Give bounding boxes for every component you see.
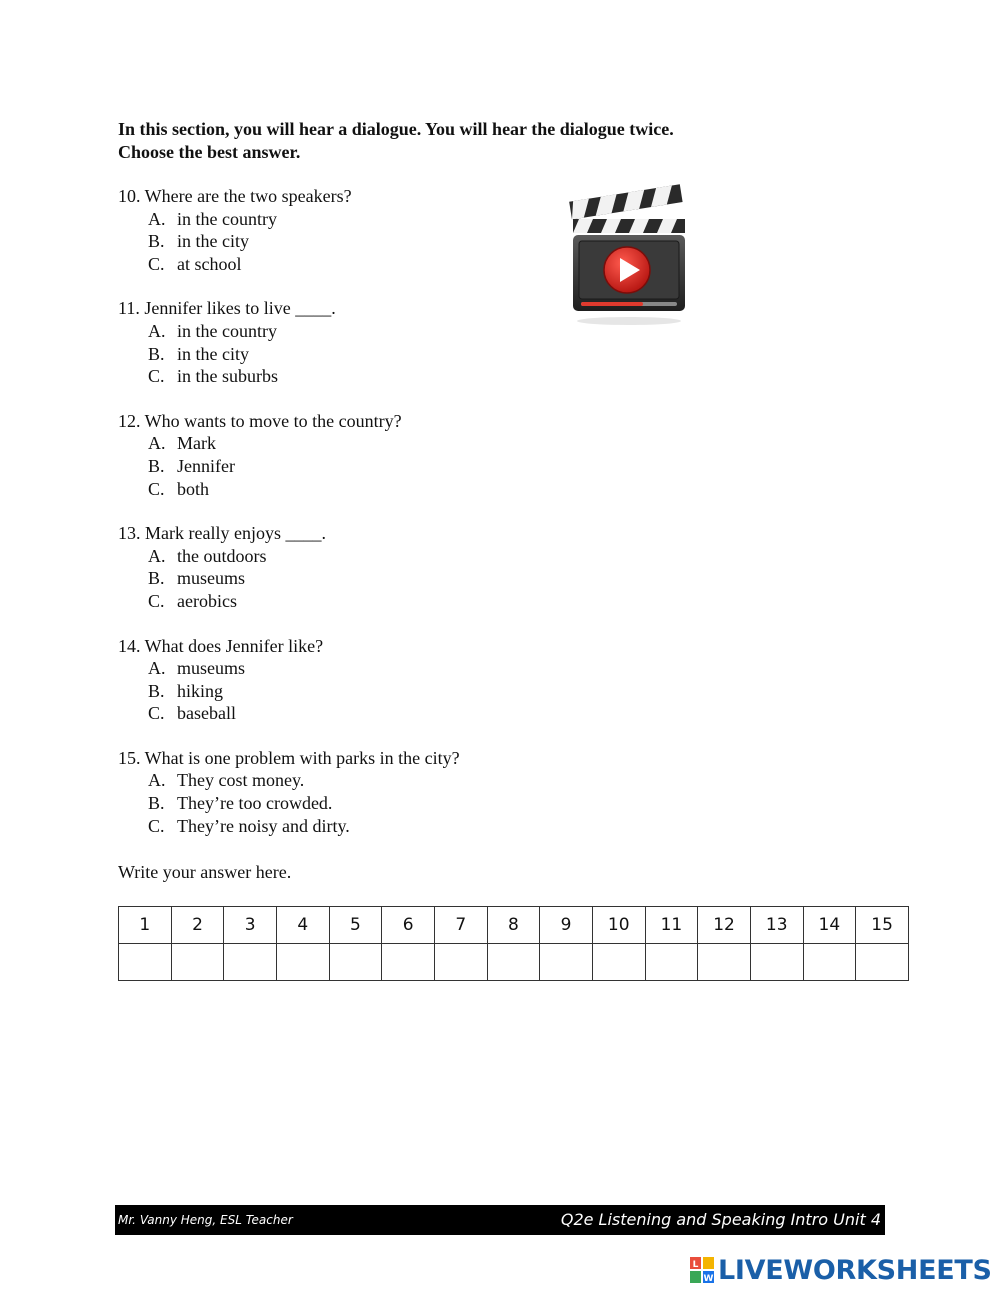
answer-option [118, 455, 568, 478]
option-letter: A. [148, 208, 166, 229]
logo-icon-letter-2: W [703, 1274, 714, 1283]
option-letter: B. [148, 680, 165, 701]
option-letter: C. [148, 253, 165, 274]
answer-table [118, 906, 909, 981]
answer-input-8[interactable] [488, 944, 540, 980]
answer-header-14: 14 [803, 907, 856, 944]
question-14 [118, 635, 568, 725]
answer-cell [382, 944, 435, 981]
instructions-line-1: In this section, you will hear a dialogue. You will hear the dialogue twice. [118, 119, 674, 139]
question-15 [118, 747, 568, 837]
answer-input-14[interactable] [804, 944, 856, 980]
option-text: baseball [177, 703, 236, 724]
answer-cell [329, 944, 382, 981]
answer-header-12: 12 [698, 907, 751, 944]
option-text: They’re too crowded. [177, 793, 333, 814]
answer-table-input-row [119, 944, 909, 981]
option-text: aerobics [177, 590, 237, 611]
answer-option [118, 432, 568, 455]
answer-option [118, 792, 568, 815]
footer-bar [115, 1205, 885, 1235]
answer-cell [276, 944, 329, 981]
question-10 [118, 185, 568, 275]
logo-icon-letter-1: L [692, 1260, 699, 1270]
answer-cell [856, 944, 909, 981]
answer-cell [750, 944, 803, 981]
answer-header-7: 7 [434, 907, 487, 944]
answer-header-9: 9 [540, 907, 593, 944]
answer-input-10[interactable] [593, 944, 645, 980]
answer-option [118, 343, 568, 366]
answer-input-2[interactable] [172, 944, 224, 980]
answer-input-11[interactable] [646, 944, 698, 980]
option-text: hiking [177, 680, 224, 701]
answer-option [118, 590, 568, 613]
answer-input-5[interactable] [330, 944, 382, 980]
answer-cell [592, 944, 645, 981]
answer-option [118, 567, 568, 590]
answer-option [118, 657, 568, 680]
answer-option [118, 230, 568, 253]
answer-cell [434, 944, 487, 981]
answer-option [118, 253, 568, 276]
option-letter: B. [148, 568, 165, 589]
answer-option [118, 545, 568, 568]
answer-header-1: 1 [119, 907, 172, 944]
answer-option [118, 365, 568, 388]
option-text: museums [177, 568, 246, 589]
option-letter: B. [148, 793, 165, 814]
answer-option [118, 815, 568, 838]
answer-header-6: 6 [382, 907, 435, 944]
answer-header-8: 8 [487, 907, 540, 944]
question-text: 12. Who wants to move to the country? [118, 410, 402, 431]
option-text: in the country [177, 320, 277, 341]
answer-header-13: 13 [750, 907, 803, 944]
answer-option [118, 769, 568, 792]
option-text: Mark [177, 433, 216, 454]
question-12 [118, 410, 568, 500]
option-letter: A. [148, 320, 166, 341]
option-letter: C. [148, 478, 165, 499]
option-text: They’re noisy and dirty. [177, 815, 350, 836]
question-text: 15. What is one problem with parks in the city? [118, 747, 460, 768]
question-text: 13. Mark really enjoys ____. [118, 523, 326, 544]
option-text: at school [177, 253, 242, 274]
answer-input-9[interactable] [540, 944, 592, 980]
answer-input-4[interactable] [277, 944, 329, 980]
answer-cell [698, 944, 751, 981]
question-text: 14. What does Jennifer like? [118, 635, 324, 656]
answer-option [118, 702, 568, 725]
answer-cell [171, 944, 224, 981]
answer-input-12[interactable] [698, 944, 750, 980]
answer-input-1[interactable] [119, 944, 171, 980]
answer-header-5: 5 [329, 907, 382, 944]
instructions-line-2: Choose the best answer. [118, 142, 301, 162]
answer-input-6[interactable] [382, 944, 434, 980]
option-text: in the city [177, 343, 249, 364]
answer-cell [487, 944, 540, 981]
option-letter: C. [148, 815, 165, 836]
answer-cell [540, 944, 593, 981]
answer-cell [803, 944, 856, 981]
answer-table-header-row [119, 907, 909, 944]
instructions [118, 118, 674, 164]
answer-header-2: 2 [171, 907, 224, 944]
answer-option [118, 478, 568, 501]
option-text: museums [177, 658, 246, 679]
answer-input-13[interactable] [751, 944, 803, 980]
footer-author: Mr. Vanny Heng, ESL Teacher [118, 1213, 293, 1227]
option-letter: B. [148, 231, 165, 252]
answer-cell [119, 944, 172, 981]
answer-option [118, 320, 568, 343]
option-text: Jennifer [177, 455, 235, 476]
option-letter: C. [148, 366, 165, 387]
answer-header-3: 3 [224, 907, 277, 944]
answer-header-15: 15 [856, 907, 909, 944]
option-text: They cost money. [177, 770, 305, 791]
answer-header-4: 4 [276, 907, 329, 944]
option-letter: B. [148, 343, 165, 364]
answer-cell [645, 944, 698, 981]
footer-course: Q2e Listening and Speaking Intro Unit 4 [560, 1210, 881, 1229]
option-letter: A. [148, 545, 166, 566]
option-text: the outdoors [177, 545, 267, 566]
question-13 [118, 522, 568, 612]
answer-input-3[interactable] [224, 944, 276, 980]
option-letter: A. [148, 658, 166, 679]
answer-header-11: 11 [645, 907, 698, 944]
liveworksheets-logo-icon [690, 1257, 714, 1283]
option-text: in the city [177, 231, 249, 252]
answer-input-15[interactable] [856, 944, 908, 980]
option-letter: C. [148, 703, 165, 724]
option-letter: A. [148, 433, 166, 454]
question-list [118, 185, 568, 859]
liveworksheets-logo [690, 1254, 992, 1286]
answer-option [118, 680, 568, 703]
liveworksheets-logo-text: LIVEWORKSHEETS [718, 1254, 992, 1286]
option-text: in the suburbs [177, 366, 278, 387]
option-text: in the country [177, 208, 277, 229]
option-letter: B. [148, 455, 165, 476]
answer-option [118, 208, 568, 231]
answer-header-10: 10 [592, 907, 645, 944]
video-clapperboard-play-icon[interactable] [565, 183, 691, 331]
option-letter: A. [148, 770, 166, 791]
answer-cell [224, 944, 277, 981]
question-text: 10. Where are the two speakers? [118, 186, 352, 206]
write-answer-label: Write your answer here. [118, 862, 292, 882]
option-letter: C. [148, 590, 165, 611]
question-11 [118, 297, 568, 387]
option-text: both [177, 478, 210, 499]
answer-input-7[interactable] [435, 944, 487, 980]
question-text: 11. Jennifer likes to live ____. [118, 298, 336, 319]
